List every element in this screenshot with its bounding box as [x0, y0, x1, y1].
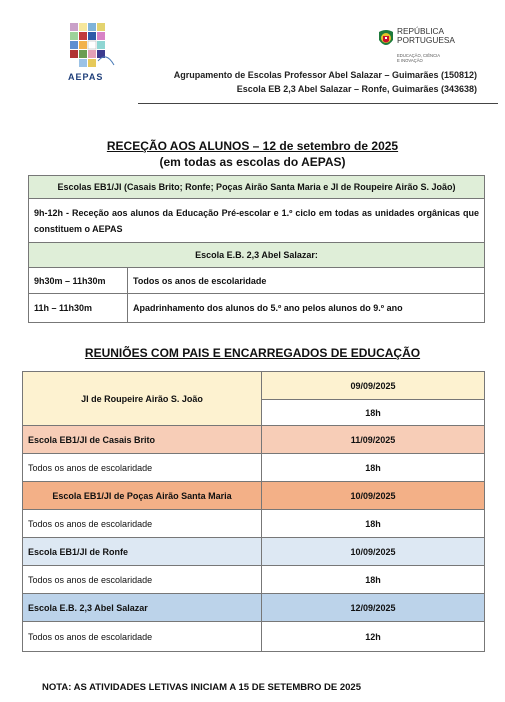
meeting-date: 11/09/2025 — [262, 426, 485, 454]
meeting-time: 18h — [262, 566, 485, 594]
meetings-title: REUNIÕES COM PAIS E ENCARREGADOS DE EDUCAÇÃO — [84, 346, 421, 360]
reception-schools-text: 9h-12h - Receção aos alunos da Educação Pré-escolar e 1.º ciclo em todas as unidades orgânicas que constituem o AEPAS — [29, 199, 485, 243]
reception-title: RECEÇÃO AOS ALUNOS – 12 de setembro de 2025 — [106, 139, 399, 153]
meeting-date: 09/09/2025 — [262, 372, 485, 400]
school-line: Escola EB 2,3 Abel Salazar – Ronfe, Guimarães (343638) — [236, 84, 477, 94]
meeting-date: 12/09/2025 — [262, 594, 485, 622]
header-divider — [138, 103, 498, 104]
aepas-logo-text: AEPAS — [68, 72, 104, 82]
meeting-audience: Todos os anos de escolaridade — [23, 566, 262, 594]
school-group-line: Agrupamento de Escolas Professor Abel Salazar – Guimarães (150812) — [173, 70, 477, 80]
meeting-school: Escola EB1/JI de Ronfe — [23, 538, 262, 566]
meeting-audience: Todos os anos de escolaridade — [23, 454, 262, 482]
meeting-audience: Todos os anos de escolaridade — [23, 510, 262, 538]
meeting-school: JI de Roupeire Airão S. João — [23, 372, 262, 426]
meeting-school: Escola EB1/JI de Poças Airão Santa Maria — [23, 482, 262, 510]
meetings-table — [22, 371, 485, 652]
reception-time: 11h – 11h30m — [29, 294, 128, 323]
reception-school2-row: Escola E.B. 2,3 Abel Salazar: — [29, 243, 485, 268]
meeting-time: 18h — [262, 454, 485, 482]
meeting-time: 18h — [262, 510, 485, 538]
meeting-time: 18h — [262, 400, 485, 426]
meeting-audience: Todos os anos de escolaridade — [23, 622, 262, 652]
meeting-date: 10/09/2025 — [262, 538, 485, 566]
meeting-time: 12h — [262, 622, 485, 652]
republica-title: REPÚBLICA PORTUGUESA — [397, 26, 455, 45]
reception-schools-row: Escolas EB1/JI (Casais Brito; Ronfe; Poças Airão Santa Maria e JI de Roupeire Airão S. João) — [29, 176, 485, 199]
note-text: NOTA: AS ATIVIDADES LETIVAS INICIAM A 15 DE SETEMBRO DE 2025 — [42, 682, 361, 693]
reception-time: 9h30m – 11h30m — [29, 268, 128, 294]
meeting-school: Escola E.B. 2,3 Abel Salazar — [23, 594, 262, 622]
meeting-date: 10/09/2025 — [262, 482, 485, 510]
meeting-school: Escola EB1/JI de Casais Brito — [23, 426, 262, 454]
republica-emblem-icon — [377, 28, 395, 50]
aepas-logo — [68, 21, 116, 71]
reception-table — [28, 175, 485, 323]
reception-desc: Apadrinhamento dos alunos do 5.º ano pelos alunos do 9.º ano — [128, 294, 485, 323]
reception-desc: Todos os anos de escolaridade — [128, 268, 485, 294]
reception-subtitle: (em todas as escolas do AEPAS) — [159, 155, 346, 169]
republica-subtitle: EDUCAÇÃO, CIÊNCIA E INOVAÇÃO — [397, 53, 441, 63]
